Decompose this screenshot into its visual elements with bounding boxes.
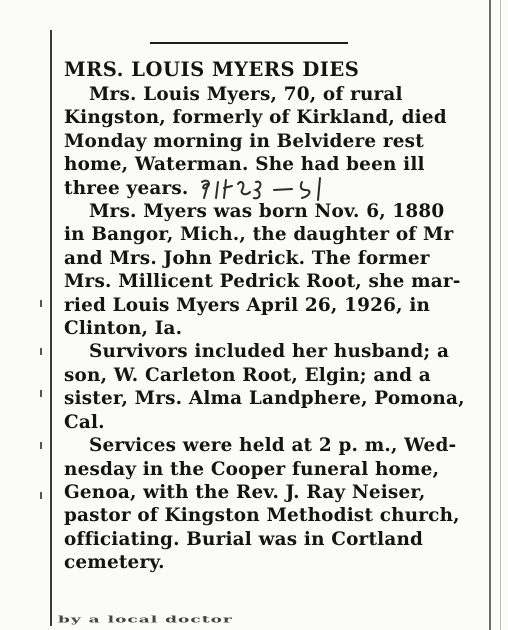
text-line: ried Louis Myers April 26, 1926, in — [64, 294, 431, 316]
handwritten-date-note — [196, 176, 356, 202]
text-line: and Mrs. John Pedrick. The former — [64, 247, 430, 269]
paragraph-2 — [64, 200, 482, 340]
paragraph-3 — [64, 340, 482, 434]
column-rule-left — [50, 30, 52, 626]
obituary-article — [64, 58, 482, 575]
text-line: Mrs. Louis Myers, 70, of rural — [89, 84, 403, 105]
text-line: Services were held at 2 p. m., Wed- — [89, 435, 457, 457]
text-line: son, W. Carleton Root, Elgin; and a — [64, 364, 431, 386]
headline-rule — [150, 42, 348, 44]
text-line: Kingston, formerly of Kirkland, died — [64, 107, 447, 129]
text-line: nesday in the Cooper funeral home, — [64, 458, 440, 480]
text-line: Mrs. Myers was born Nov. 6, 1880 — [89, 201, 445, 223]
text-line: Monday morning in Belvidere rest — [64, 130, 424, 152]
text-line: three years. — [64, 177, 189, 199]
text-line: Cal. — [64, 411, 105, 433]
scan-edge-marks — [36, 300, 48, 500]
text-line: Clinton, Ia. — [64, 318, 183, 340]
text-line: Survivors included her husband; a — [89, 341, 450, 363]
text-line: sister, Mrs. Alma Landphere, Pomona, — [64, 388, 465, 410]
footer-fragment: by a local doctor — [58, 614, 233, 625]
column-rule-right — [489, 0, 491, 630]
paragraph-4 — [64, 434, 482, 574]
text-line: cemetery. — [64, 552, 165, 574]
text-line: pastor of Kingston Methodist church, — [64, 505, 460, 527]
text-line: Genoa, with the Rev. J. Ray Neiser, — [64, 481, 426, 503]
headline: MRS. LOUIS MYERS DIES — [64, 58, 360, 81]
text-line: home, Waterman. She had been ill — [64, 154, 425, 176]
text-line: in Bangor, Mich., the daughter of Mr — [64, 224, 454, 246]
text-line: officiating. Burial was in Cortland — [64, 528, 424, 550]
text-line: Mrs. Millicent Pedrick Root, she mar- — [64, 271, 461, 293]
scan-edge-right — [500, 0, 501, 630]
